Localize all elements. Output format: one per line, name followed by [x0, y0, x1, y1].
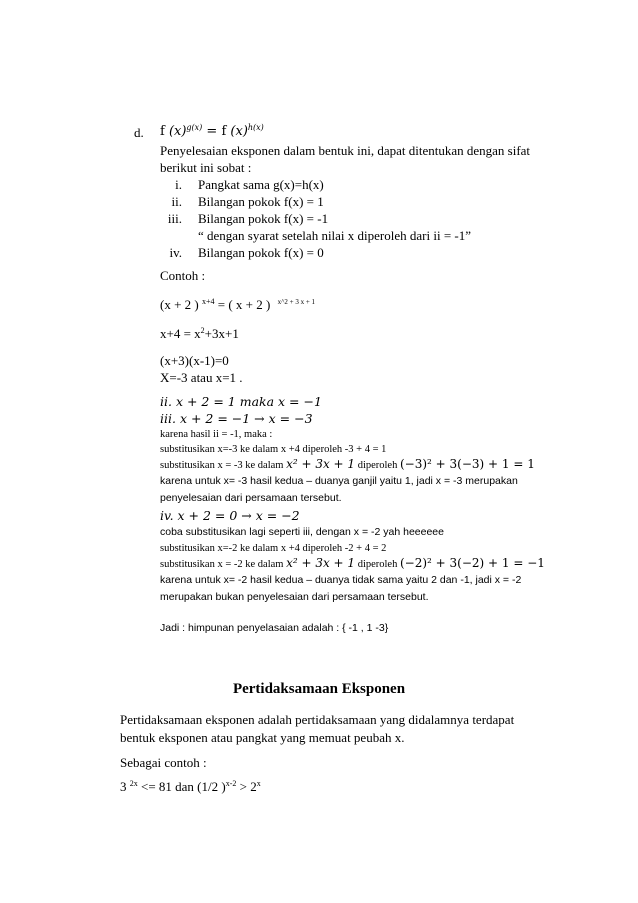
substitution-2: substitusikan x = -3 ke dalam x² + 3x + 1 diperoleh (−3)² + 3(−3) + 1 = 1 — [160, 457, 535, 471]
case-iii: iii. x + 2 = −1 → x = −3 — [160, 411, 313, 426]
section-paragraph-line-2: bentuk eksponen atau pangkat yang memuat peubah x. — [120, 730, 405, 745]
item-label: d. — [134, 125, 144, 140]
substitution-4: substitusikan x = -2 ke dalam x² + 3x + 1 diperoleh (−2)² + 3(−2) + 1 = −1 — [160, 556, 545, 570]
example-equation-3: (x+3)(x-1)=0 — [160, 353, 229, 368]
rule-note: “ dengan syarat setelah nilai x diperoleh dari ii = -1” — [198, 228, 472, 243]
example-equation-2: $x+4 = x^2+3x+1$ — [160, 326, 239, 341]
example-equation-1: (x + 2 ) $^{x+4}$ = ( x + 2 ) $^{x\^{}2 + 3 x + 1}$ — [160, 297, 316, 312]
substitution-3: substitusikan x=-2 ke dalam x +4 diperoleh -2 + 4 = 2 — [160, 543, 387, 554]
note-1: karena untuk x= -3 hasil kedua – duanya ganjil yaitu 1, jadi x = -3 merupakan — [160, 475, 518, 487]
case-iv: iv. x + 2 = 0 → x = −2 — [160, 508, 300, 523]
rule-item: iii. Bilangan pokok f(x) = -1 — [167, 211, 329, 226]
case-iii-note: karena hasil ii = -1, maka : — [160, 429, 273, 440]
example-equation-4: X=-3 atau x=1 . — [160, 370, 243, 385]
section-paragraph-line-1: Pertidaksamaan eksponen adalah pertidaksamaan yang didalamnya terdapat — [120, 712, 515, 727]
item-formula: f $(x)^{g(x)} = f$ $(x)^{h(x)}$ — [160, 123, 264, 139]
note-2b: merupakan bukan penyelesaian dari persamaan tersebut. — [160, 591, 429, 603]
rule-item: ii. Bilangan pokok f(x) = 1 — [171, 194, 324, 209]
section-example-label: Sebagai contoh : — [120, 755, 207, 770]
section-title: Pertidaksamaan Eksponen — [232, 681, 406, 697]
section-example-inequality: 3 $^{2x}$ <= 81 dan (1/2 )$^{x-2} > 2^x$ — [120, 779, 261, 794]
conclusion: Jadi : himpunan penyelasaian adalah : { -1 , 1 -3} — [160, 622, 389, 634]
note-2: karena untuk x= -2 hasil kedua – duanya tidak sama yaitu 2 dan -1, jadi x = -2 — [160, 574, 522, 586]
rule-item: iv. Bilangan pokok f(x) = 0 — [169, 245, 324, 260]
case-ii: ii. x + 2 = 1 maka x = −1 — [160, 394, 322, 409]
try-again-line: coba substitusikan lagi seperti iii, dengan x = -2 yah heeeeee — [160, 526, 444, 538]
intro-line-1: Penyelesaian eksponen dalam bentuk ini, dapat ditentukan dengan sifat — [160, 143, 531, 158]
rule-item: i. Pangkat sama g(x)=h(x) — [175, 177, 324, 192]
note-1b: penyelesaian dari persamaan tersebut. — [160, 492, 342, 504]
example-title: Contoh : — [160, 268, 206, 283]
substitution-1: substitusikan x=-3 ke dalam x +4 diperoleh -3 + 4 = 1 — [160, 444, 387, 455]
intro-line-2: berikut ini sobat : — [160, 160, 252, 175]
